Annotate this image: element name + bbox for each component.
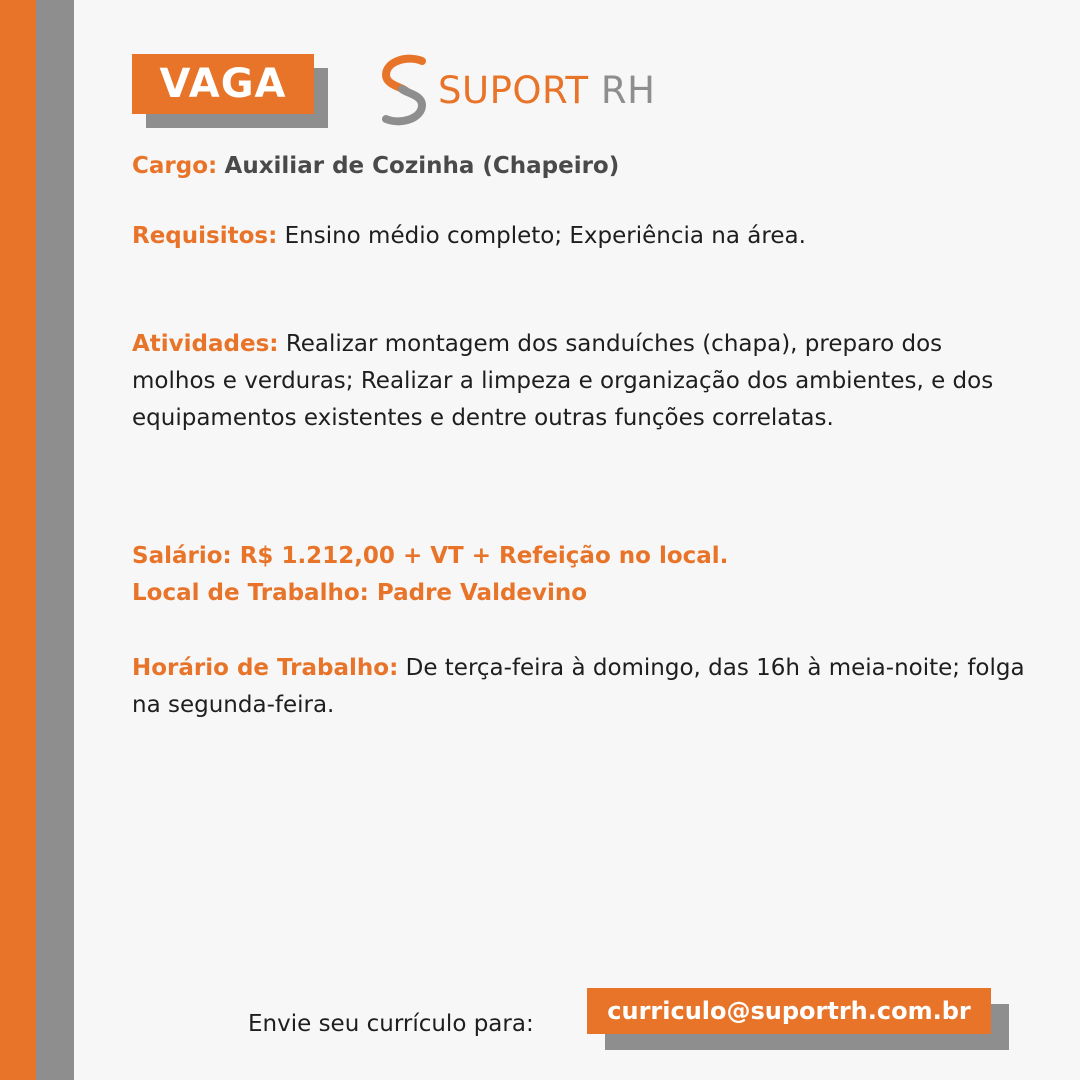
horario-value: De terça-feira à domingo, das 16h à meia-noite; folga na segunda-feira. (132, 655, 1025, 718)
atividades-label: Atividades: (132, 331, 279, 357)
local-line: Local de Trabalho: Padre Valdevino (132, 580, 588, 606)
cargo-value: Auxiliar de Cozinha (Chapeiro) (224, 153, 620, 179)
atividades-value: Realizar montagem dos sanduíches (chapa), preparo dos molhos e verduras; Realizar a limpeza e organização dos ambientes, e dos equipamentos existentes e dentre outras funções correlatas. (132, 331, 994, 431)
vaga-badge (132, 54, 314, 114)
salario-line: Salário: R$ 1.212,00 + VT + Refeição no local. (132, 543, 729, 569)
suport-rh-logo (378, 52, 655, 128)
requisitos-line (132, 218, 1032, 255)
footer-instruction: Envie seu currículo para: (248, 1011, 534, 1037)
vaga-badge-label: VAGA (132, 54, 314, 114)
horario-paragraph (132, 650, 1032, 724)
cargo-line (132, 148, 1032, 185)
logo-text-suport: SUPORT (438, 68, 589, 112)
email-badge (587, 988, 991, 1034)
cargo-label: Cargo: (132, 153, 218, 179)
requisitos-label: Requisitos: (132, 223, 278, 249)
requisitos-value: Ensino médio completo; Experiência na área. (284, 223, 806, 249)
atividades-paragraph (132, 326, 1027, 437)
email-address: curriculo@suportrh.com.br (587, 988, 991, 1034)
logo-text-rh: RH (600, 68, 656, 112)
suport-rh-logo-text (438, 69, 655, 112)
orange-side-stripe (0, 0, 36, 1080)
suport-rh-logo-icon (378, 53, 430, 127)
gray-side-stripe (36, 0, 74, 1080)
horario-label: Horário de Trabalho: (132, 655, 399, 681)
